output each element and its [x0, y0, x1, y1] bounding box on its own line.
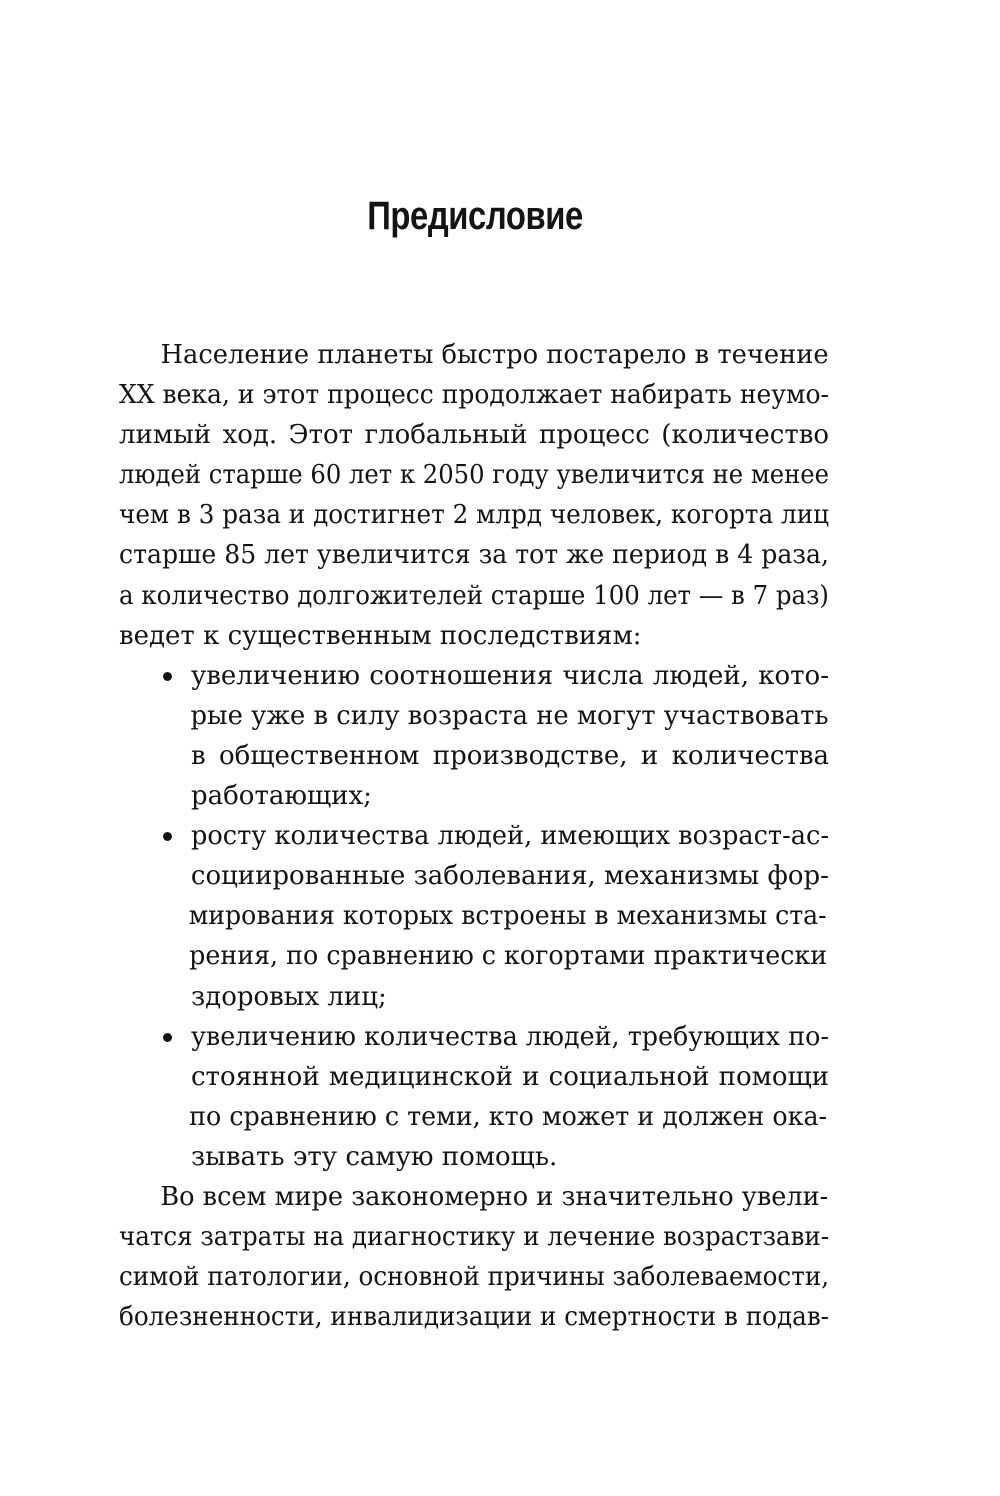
text-line: по сравнению с теми, кто может и должен ока-: [189, 1101, 828, 1132]
text-line: социированные заболевания, механизмы фор-: [190, 861, 829, 892]
text-line: [119, 1017, 829, 1057]
text-line: рения, по сравнению с когортами практически: [189, 941, 828, 972]
text-line: XX века, и этот процесс продолжает набирать неумо-: [119, 380, 829, 411]
text-line: симой патологии, основной причины заболеваемости,: [119, 1262, 830, 1293]
text-line: чем в 3 раза и достигнет 2 млрд человек, когорта лиц: [119, 500, 830, 531]
text-line: зывать эту самую помощь.: [191, 1141, 558, 1172]
text-line: а количество долгожителей старше 100 лет — в 7 раз): [119, 580, 829, 611]
page-title: Предисловие: [367, 194, 583, 238]
text-line: ведет к существенным последствиям:: [119, 620, 642, 651]
bullet-text: увеличению количества людей, требующих по-: [191, 1021, 829, 1052]
bullet-text: росту количества людей, имеющих возраст-ас-: [191, 821, 829, 852]
bullet-item: [119, 656, 829, 816]
bullet-text: увеличению соотношения числа людей, кото-: [191, 660, 829, 691]
bullet-dot-icon: [163, 1033, 172, 1042]
paragraph-costs: [119, 1177, 829, 1337]
bullet-list: [119, 656, 829, 1177]
text-line: работающих;: [191, 781, 372, 812]
text-line: чатся затраты на диагностику и лечение возрастзави-: [119, 1222, 830, 1253]
text-line: мирования которых встроены в механизмы ста-: [188, 901, 827, 932]
text-line: Во всем мире закономерно и значительно увели-: [160, 1181, 829, 1212]
text-line: в общественном производстве, и количества: [191, 740, 829, 771]
body-text: [119, 335, 829, 1337]
text-line: рые уже в силу возраста не могут участвовать: [190, 700, 829, 731]
text-line: [119, 816, 829, 856]
text-line: здоровых лиц;: [191, 981, 387, 1012]
text-line: лимый ход. Этот глобальный процесс (количество: [119, 420, 829, 451]
bullet-dot-icon: [163, 832, 172, 841]
paragraph-intro: [119, 335, 829, 656]
text-line: стоянной медицинской и социальной помощи: [191, 1061, 829, 1092]
text-line: болезненности, инвалидизации и смертности в подав-: [119, 1302, 830, 1333]
bullet-item: [119, 1017, 829, 1177]
bullet-item: [119, 816, 829, 1016]
text-line: старше 85 лет увеличится за тот же период в 4 раза,: [119, 540, 829, 571]
text-line: Население планеты быстро постарело в течение: [160, 340, 829, 370]
text-line: [119, 656, 829, 696]
bullet-dot-icon: [163, 672, 172, 681]
text-line: людей старше 60 лет к 2050 году увеличится не менее: [119, 460, 830, 491]
